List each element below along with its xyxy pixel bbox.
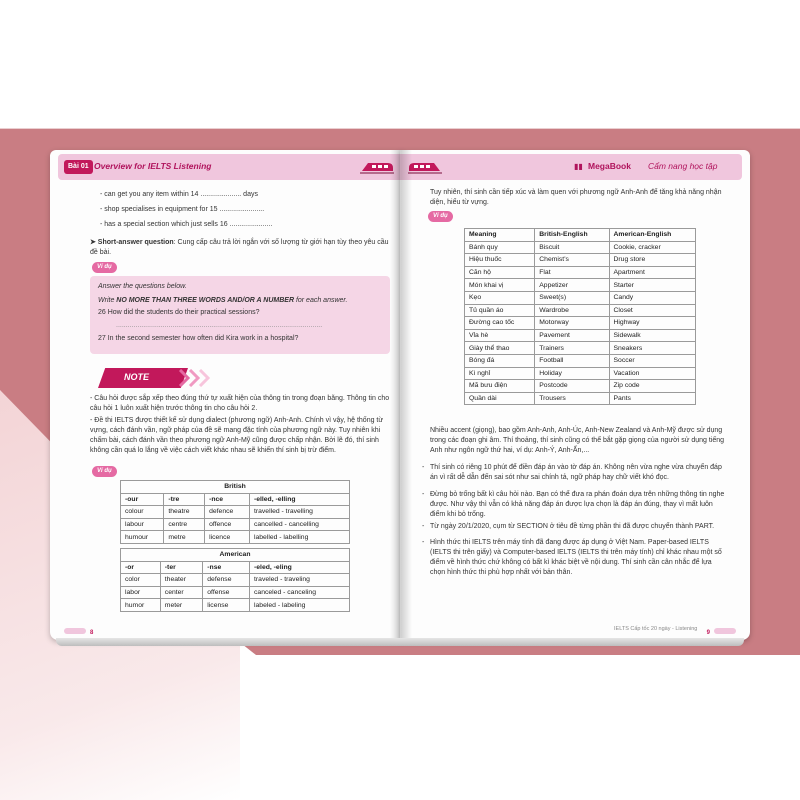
- book-logo-icon: ▮▮: [574, 162, 583, 171]
- brand-name: MegaBook: [588, 161, 631, 171]
- fill-line-16: - has a special section which just sells 16 ......................: [100, 221, 273, 228]
- right-page-header: [400, 154, 742, 180]
- example-instruction: Answer the questions below.: [98, 283, 187, 290]
- intro-paragraph: Tuy nhiên, thí sinh cần tiếp xúc và làm quen với phương ngữ Anh-Anh để tăng khả năng nhận diện, hiểu từ vựng.: [430, 189, 722, 206]
- bullet-section-part: Từ ngày 20/1/2020, cụm từ SECTION ở tiêu đề từng phần thi đã được chuyển thành PART.: [430, 523, 715, 530]
- table-row: Bánh quy Biscuit Cookie, cracker: [465, 241, 696, 254]
- table-header: -elled, -elling: [249, 493, 349, 506]
- table-row: Căn hộ Flat Apartment: [465, 266, 696, 279]
- table-header: -nce: [205, 493, 250, 506]
- table-row: Tủ quần áo Wardrobe Closet: [465, 304, 696, 317]
- lesson-badge: Bài 01: [64, 160, 93, 174]
- chevrons-icon: [178, 369, 214, 387]
- short-answer-paragraph: [90, 238, 390, 258]
- bullet-computer-based: Hình thức thi IELTS trên máy tính đã đang được áp dụng ở Việt Nam. Paper-based IELTS (IELTS thi trên giấy) và Computer-based IELTS (IELTS thi trên máy tính) chỉ khác nhau một số điểm về hình thức chứ không có bất kì khác biệt về nội dung. Thí sinh cần cân nhắc để lựa chọn hình thức thi phù hợp nhất với bản thân.: [430, 539, 722, 576]
- note-paragraph-2: - Đề thi IELTS được thiết kế sử dụng dialect (phương ngữ) Anh-Anh. Chính vì vậy, hệ thống từ vựng, cách đánh vần, ngữ pháp của đề sẽ mang đặc tính của phương ngữ này. Tuy nhiên khi chấm bài, cách đánh vần theo phương ngữ Anh-Mỹ cũng được chấp nhận. Bởi lẽ đó, thí sinh không cần quá lo lắng về việc cách viết khác nhau sẽ khiến thí sinh bị trừ điểm.: [90, 417, 384, 454]
- page-number-right: 9: [706, 630, 710, 636]
- table-row: Món khai vị Appetizer Starter: [465, 279, 696, 292]
- table-row: color theater defense traveled - traveling: [121, 574, 350, 587]
- right-page: ▮▮ MegaBook Cẩm nang học tập Tuy nhiên, thí sinh cần tiếp xúc và làm quen với phương ngữ Anh-Anh để tăng khả năng nhận diện, hiểu từ vựng. Ví dụ Meaning British-English American-English Bánh quy Biscuit Cookie, cracker Hiệu thuốc Chemist's Drug store Căn hộ Flat Apartment Món khai vị Appetizer Starter Kẹo Sweet(s) Candy Tủ quần áo Wardrobe Closet Đường cao tốc Motorway Highway Vỉa hè Pavement Sidewalk Giày thể thao Trainers Sneakers Bóng đá Football Soccer Kì nghỉ Holiday Vacation Mã bưu điện Postcode Zip code Quần dài Trousers Pants Nhiều accent (giọng), bao gồm Anh-Anh, Anh-Úc, Anh-New Zealand và Anh-Mỹ được sử dụng trong các đoạn ghi âm. Thí thoảng, thí sinh cũng có thể bắt gặp giọng của người sử dụng tiếng Anh như ngôn ngữ thứ hai, ví dụ: Anh-Ý, Anh-Ấn,... - Thí sinh có riêng 10 phút để điền đáp án vào tờ đáp án. Không nên vừa nghe vừa chuyển đáp án vì rất dễ dẫn đến sai sót như sai chính tả, ngữ pháp hay chữ viết khó đọc. - Đừng bỏ trống bất kì câu hỏi nào. Bạn có thể đưa ra phán đoán dựa trên những thông tin nghe được. Như vậy thì vẫn có khả năng đáp án được lựa chọn là đáp án đúng, thay vì mất luôn điểm khi bỏ trống. - Từ ngày 20/1/2020, cụm từ SECTION ở tiêu đề từng phần thi đã được chuyển thành PART. - Hình thức thi IELTS trên máy tính đã đang được áp dụng ở Việt Nam. Paper-based IELTS (IELTS thi trên giấy) và Computer-based IELTS (IELTS thi trên máy tính) chỉ khác nhau một số điểm về hình thức chứ không có bất kì khác biệt về nội dung. Thí sinh cần cân nhắc để lựa chọn hình thức thi phù hợp nhất với bản thân. IELTS Cấp tốc 20 ngày - Listening 9: [400, 150, 750, 640]
- answer-line-26: ..........................................................................................................: [116, 322, 323, 329]
- example-tag: Ví dụ: [92, 262, 117, 273]
- table-row: colour theatre defence travelled - travelling: [121, 506, 350, 519]
- chapter-title: Overview for IELTS Listening: [94, 161, 212, 171]
- example-box: [90, 276, 390, 354]
- page-edges: [56, 638, 744, 646]
- short-answer-text: : Cung cấp câu trả lời ngắn với số lượng từ giới hạn tùy theo yêu cầu đề bài.: [90, 239, 389, 256]
- example-tag: Ví dụ: [428, 211, 453, 222]
- table-row: labor center offense canceled - canceling: [121, 586, 350, 599]
- note-paragraph-1: - Câu hỏi được sắp xếp theo đúng thứ tự xuất hiện của thông tin trong đoạn băng. Thông tin cho câu hỏi 1 luôn xuất hiện trước thông tin cho câu hỏi 2.: [90, 395, 390, 412]
- american-spelling-table: [120, 548, 350, 612]
- table-row: humor meter license labeled - labeling: [121, 599, 350, 612]
- brand-slogan: Cẩm nang học tập: [648, 161, 718, 171]
- table-header: -tre: [164, 493, 205, 506]
- table-row: Kẹo Sweet(s) Candy: [465, 291, 696, 304]
- table-row: Bóng đá Football Soccer: [465, 354, 696, 367]
- short-answer-heading: ➤ Short-answer question: [90, 239, 174, 246]
- table-row: Đường cao tốc Motorway Highway: [465, 317, 696, 330]
- fill-line-14: - can get you any item within 14 ..................... days: [100, 191, 258, 198]
- example-tag-2: Ví dụ: [92, 466, 117, 477]
- example-word-limit: Write NO MORE THAN THREE WORDS AND/OR A NUMBER for each answer.: [98, 297, 348, 304]
- table-row: Mã bưu điện Postcode Zip code: [465, 380, 696, 393]
- table-row: labour centre offence cancelled - cancelling: [121, 518, 350, 531]
- footer-text: IELTS Cấp tốc 20 ngày - Listening: [614, 626, 698, 632]
- table-header: -nse: [203, 561, 250, 574]
- table-row: Kì nghỉ Holiday Vacation: [465, 367, 696, 380]
- table-header: American-English: [609, 229, 696, 242]
- table-header: Meaning: [465, 229, 535, 242]
- table-header: -ter: [160, 561, 202, 574]
- table-row: humour metre licence labelled - labelling: [121, 531, 350, 544]
- vocabulary-table: [464, 228, 696, 405]
- page-number-left: 8: [90, 630, 94, 636]
- table-row: Giày thể thao Trainers Sneakers: [465, 342, 696, 355]
- table-header: British-English: [535, 229, 609, 242]
- fill-line-15: - shop specialises in equipment for 15 .......................: [100, 206, 265, 213]
- table-row: Vỉa hè Pavement Sidewalk: [465, 329, 696, 342]
- british-caption: British: [121, 481, 350, 494]
- question-27: 27 In the second semester how often did Kira work in a hospital?: [98, 335, 299, 342]
- table-header: -our: [121, 493, 164, 506]
- open-book: [50, 150, 750, 650]
- bullet-time: Thí sinh có riêng 10 phút để điền đáp án vào tờ đáp án. Không nên vừa nghe vừa chuyển đáp án vì rất dễ dẫn đến sai sót như sai chính tả, ngữ pháp hay chữ viết khó đọc.: [430, 464, 722, 481]
- table-row: Quần dài Trousers Pants: [465, 392, 696, 405]
- train-icon: [408, 160, 442, 174]
- left-page-header: [58, 154, 402, 180]
- american-caption: American: [121, 549, 350, 562]
- train-icon: [360, 160, 394, 174]
- table-header: -or: [121, 561, 161, 574]
- note-label: NOTE: [124, 372, 150, 382]
- left-page: [50, 150, 402, 640]
- table-row: Hiệu thuốc Chemist's Drug store: [465, 254, 696, 267]
- british-spelling-table: [120, 480, 350, 544]
- table-header: -eled, -eling: [250, 561, 350, 574]
- bullet-no-blank: Đừng bỏ trống bất kì câu hỏi nào. Bạn có thể đưa ra phán đoán dựa trên những thông tin nghe được. Như vậy thì vẫn có khả năng đáp án được lựa chọn là đáp án đúng, thay vì mất luôn điểm khi bỏ trống.: [430, 491, 725, 518]
- accent-paragraph: Nhiều accent (giọng), bao gồm Anh-Anh, Anh-Úc, Anh-New Zealand và Anh-Mỹ được sử dụng trong các đoạn ghi âm. Thí thoảng, thí sinh cũng có thể bắt gặp giọng của người sử dụng tiếng Anh như ngôn ngữ thứ hai, ví dụ: Anh-Ý, Anh-Ấn,...: [430, 427, 725, 454]
- footer-bar-right: [714, 628, 736, 634]
- question-26: 26 How did the students do their practical sessions?: [98, 309, 260, 316]
- footer-bar-left: [64, 628, 86, 634]
